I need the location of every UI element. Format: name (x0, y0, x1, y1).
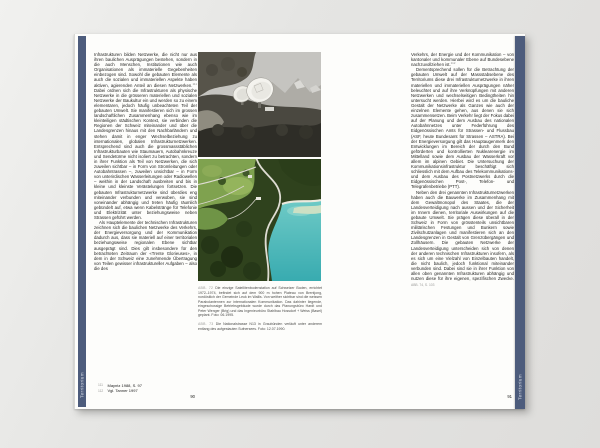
text-run: Infrastrukturen bilden Netzwerke, die nicht nur aus ihren baulichen Ausprägungen bestehen, sondern in die auch Menschen, Institutionen wie auch Organisationen als immaterielle Gegebenheiten einbezogen sind. Sowohl die gebauten Elemente als auch die sozialen und immateriellen Aspekte haben aktiven, agierenden Anteil an diesen Netzwerken. (94, 52, 197, 88)
footnote-marker: 112 (450, 61, 456, 66)
figure-caption (198, 286, 322, 318)
book-spread (74, 34, 525, 409)
figure-captions (198, 286, 322, 336)
footnote-row (98, 388, 193, 393)
text-run: Dabei ordnen sich die Infrastrukturen als physische Netzwerke in die grösseren materiellen und sozialen Netzwerke der Baukultur ein und werden so zu einem elementaren, jedoch häufig unbeachteten Teil der gebauten Umwelt. Sie manifestieren sich im grossen landschaftlichen Zusammenhang ebenso wie im kleinteiligen städtischen Kontext, sie verbinden die Regionen der Schweiz miteinander und über die Landesgrenzen hinaus mit den Nachbarländern und stehen damit in enger Wechselbeziehung zu internationalen, globalen Infrastrukturnetzwerken. Entsprechend sind auch die grossmassstäblichen Infrastrukturbauten wie Staumauern, Autobahnkreuze und Sendetürme nicht isoliert zu betrachten, sondern in ihrer Funktion als Teil von Netzwerken, die sich zuweilen sichtbar – in Form von Stromleitungen oder Autobahntrassen –, zuweilen unsichtbar – in Form von unterirdischen Wasserleitungen oder Radiowellen – weithin in der Landschaft ausbreiten und bis in kleine und kleinste Verästelungen fortsetzen. Die gebauten Infrastrukturnetzwerke sind überdies eng miteinander verbunden und verwoben, sie sind voneinander abhängig und treten häufig räumlich gebündelt auf, etwa wenn Kabelstränge für Telefonie und Elektrizität unter beziehungsweise neben Strassen geführt werden. (94, 87, 197, 220)
paragraph (94, 52, 197, 220)
caption-text: Die Nationalstrasse N13 in Graubünden verläuft unter anderem entlang des aufgestauten Sufnersees. Foto: 12.07.1990. (198, 322, 322, 331)
figure-caption (198, 322, 322, 331)
footnote-text: Mayntz 1988, S. 97 (107, 383, 142, 388)
text-column-left (94, 52, 197, 271)
caption-label: ABB. 72 (198, 286, 216, 290)
footnote-marker: 111 (192, 81, 197, 86)
paragraph (94, 220, 197, 271)
photo-satellite-station (198, 52, 321, 157)
caption-label: ABB. 73 (198, 322, 216, 326)
satellite-station-illustration (198, 52, 321, 157)
reservoir-aerial-illustration (198, 159, 321, 281)
text-run: Verkehrs, der Energie und der Kommunikation – von kantonaler und kommunaler Ebene auf Bundesebene nachzuvollziehen ist. (411, 52, 514, 68)
page-number-right: 91 (507, 394, 512, 399)
chapter-tab-left-label: Territorium (79, 371, 85, 398)
chapter-tab-left (78, 36, 86, 407)
chapter-tab-right-label: Territorium (517, 373, 523, 400)
cross-reference: ABB. 74, S. 103 (411, 283, 435, 288)
footnote-number: 111 (98, 383, 104, 388)
text-run: Dementsprechend sollen für die Betrachtung der gebauten Umwelt auf der Massstabsebene des Territoriums diese drei Infrastrukturnetzwerke in ihren materiellen und immateriellen Ausprägungen näher beleuchtet und auf ihre Verknüpfungen mit anderen Netzwerken und wechselseitigen Bedingtheiten hin untersucht werden. Hierbei wird es um die bauliche Gestalt der Netzwerke als Ganzes wie auch der einzelnen Elemente gehen, aus denen sie sich zusammensetzen. Beim Verkehr liegt der Fokus dabei auf der Planung und dem Ausbau des nationalen Autobahnnetzes unter Federführung des Eidgenössischen Amts für Strassen- und Flussbau (ASF, heute Bundesamt für Strassen – ASTRA). Bei der Energieversorgung gilt das Hauptaugenmerk den Entwicklungen im Bereich der durch den Bund geförderten und kontrollierten Nuklearenergie im Mittelland sowie dem Ausbau der Wasserkraft vor allem im alpinen Gebiet. Die Untersuchung der Kommunikationsinfrastruktur beschäftigt sich schliesslich mit dem Aufbau des Telekommunikations- und dem Ausbau des Postnetzwerks durch die Eidgenössischen Post-, Telefon- und Telegrafenbetriebe (PTT). (411, 67, 514, 190)
text-run: Neben den drei genannten Infrastrukturnetzwerken haben auch die Bauwerke im Zusammenhang mit dem Gewaltmonopol des Staates, die der Landesverteidigung nach aussen und der Sicherheit im Innern dienen, territoriale Auswirkungen auf die gebaute Umwelt. Sie prägen diese überall in der Schweiz in Form von grösstenteils unsichtbaren militärischen Festungen und Bunkern sowie Zivilschutzanlagen und manifestieren sich an den Landesgrenzen in Gestalt von Grenzübergängen und Zollhäusern. Die gebauten Netzwerke der Landesverteidigung unterscheiden sich von denen der anderen technischen Infrastrukturen insofern, als es sich um eine Vielzahl von Einzelbauten handelt, die nicht baulich, jedoch funktional miteinander verbunden sind. Dabei sind sie in ihrer Funktion von allen oben genannten Infrastrukturen abhängig und nutzen diese für ihre eigenen, spezifischen Zwecke. (411, 189, 514, 282)
page-number-left: 90 (190, 394, 195, 399)
footnote-number: 112 (98, 388, 104, 393)
footnote-text: Vgl. Tanner 1997 (107, 388, 138, 394)
photo-reservoir-aerial (198, 159, 321, 281)
paragraph (411, 52, 514, 67)
caption-text: Die einzige Satellitenbodenstation auf Schweizer Boden, errichtet 1972–1974, befindet sich auf dem 900 m hohen Plateau von Brentjong, nordöstlich der Gemeinde Leuk im Wallis. Von weither sichtbar sind die weissen Parabolantennen zur internationalen Kommunikation. Das dahinter liegende, eingeschossige Betriebsgebäude wurde durch das Planungsbüro Hardt und Peter Wenger (Brig) und das Ingenieurbüro Stahlbau Hossdorf + Weiss (Basel) geplant. Foto: 06.1995. (198, 286, 322, 317)
text-column-right (411, 52, 514, 288)
chapter-tab-right (515, 36, 525, 409)
text-run: Als Hauptelemente der technischen Infrastrukturen zeichnen sich die baulichen Netzwerke des Verkehrs, der Energieversorgung und der Kommunikation dadurch aus, dass sie materiell auf einer territorialen beziehungsweise regionalen Ebene sichtbar ausgeprägt sind. Dies gilt insbesondere für den betrachteten Zeitraum der «Trente Glorieuses», in dem in der Schweiz eine zunehmende Übertragung von Teilen gewisser infrastruktureller Aufgaben – also die des (94, 220, 197, 271)
paragraph (411, 190, 514, 289)
paragraph (411, 67, 514, 189)
footnotes (98, 383, 193, 394)
